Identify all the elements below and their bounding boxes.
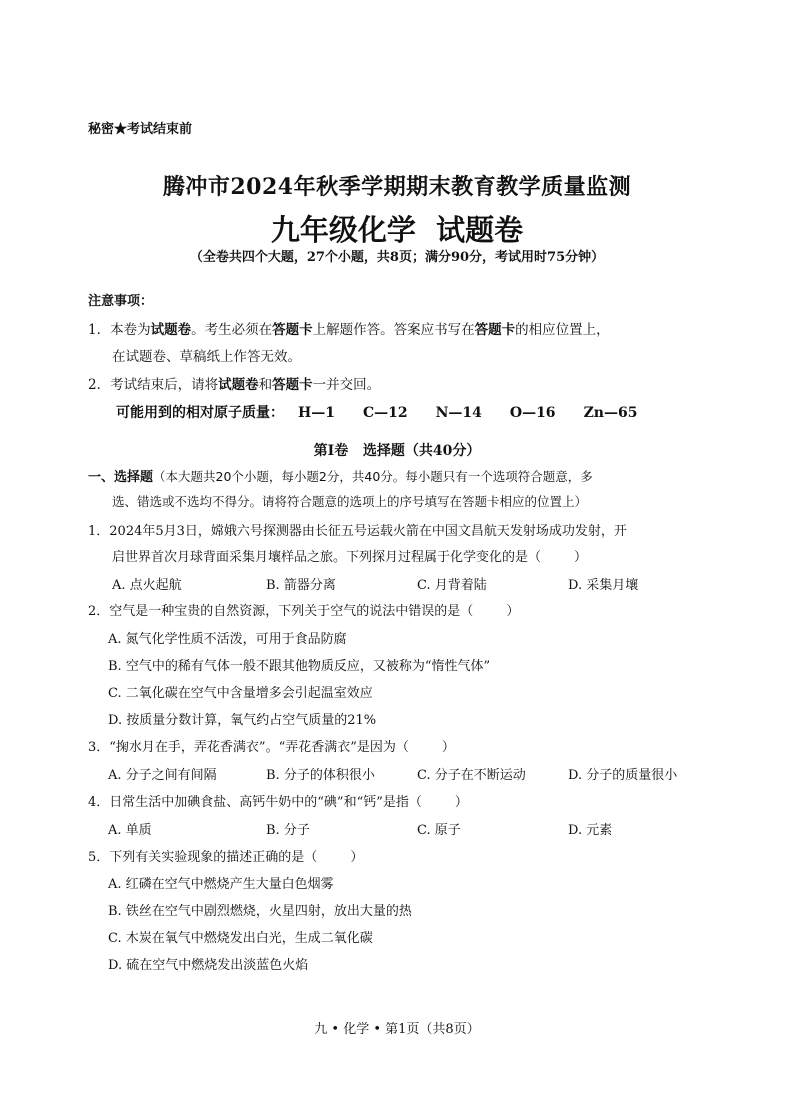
q4-stem: 4．日常生活中加碘食盐、高钙牛奶中的“碘”和“钙”是指（ ） [88,795,468,810]
q4-option-c: C. 原子 [417,823,461,838]
q5-option-d: D. 硫在空气中燃烧发出淡蓝色火焰 [108,958,309,973]
mass-c: C—12 [362,405,408,421]
notice-text: 上解题作答。答案应书写在 [312,322,475,338]
q3-option-b: B. 分子的体积很小 [266,768,375,783]
notice-item-2 [88,373,380,393]
mass-zn: Zn—65 [583,405,638,421]
q4-option-a: A. 单质 [108,823,152,838]
masses-label: 可能用到的相对原子质量： [116,405,284,421]
q2-option-a: A. 氮气化学性质不活泼，可用于食品防腐 [108,632,347,647]
section-intro [88,466,593,485]
mass-o: O—16 [509,405,556,421]
atomic-masses [116,402,665,422]
q2-option-c: C. 二氧化碳在空气中含量增多会引起温室效应 [108,686,373,701]
q2-stem: 2．空气是一种宝贵的自然资源，下列关于空气的说法中错误的是（ ） [88,604,520,619]
q3-option-a: A. 分子之间有间隔 [108,768,217,783]
q2-option-b: B. 空气中的稀有气体一般不跟其他物质反应，又被称为“惰性气体” [108,659,491,674]
notice-item-1-cont: 在试题卷、草稿纸上作答无效。 [112,349,301,365]
q5-option-b: B. 铁丝在空气中剧烈燃烧，火星四射，放出大量的热 [108,904,412,919]
mass-n: N—14 [435,405,482,421]
notice-text: 1．本卷为 [88,322,151,338]
notice-text: 2．考试结束后，请将 [88,377,219,393]
q1-option-d: D. 采集月壤 [568,578,639,593]
exam-info: （全卷共四个大题，27个小题，共8页；满分90分，考试用时75分钟） [189,250,605,265]
q3-option-c: C. 分子在不断运动 [417,768,526,783]
notice-title: 注意事项： [88,294,154,309]
notice-emphasis: 试题卷 [150,322,192,338]
q1-option-a: A. 点火起航 [112,578,182,593]
exam-title: 腾冲市2024年秋季学期期末教育教学质量监测 [162,174,632,200]
q4-option-d: D. 元素 [568,823,613,838]
paper-title: 九年级化学 试题卷 [270,213,524,247]
notice-item-1 [88,318,610,338]
q5-option-a: A. 红磷在空气中燃烧产生大量白色烟雾 [108,877,334,892]
q5-stem: 5．下列有关实验现象的描述正确的是（ ） [88,850,364,865]
q3-stem: 3．“掬水月在手，弄花香满衣”。“弄花香满衣”是因为（ ） [88,740,455,755]
section-instructions: （本大题共20个小题，每小题2分，共40分。每小题只有一个选项符合题意，多 [153,469,593,484]
notice-text: 一并交回。 [312,377,381,393]
q1-option-b: B. 箭器分离 [266,578,336,593]
notice-text: 。考生必须在 [191,322,273,338]
notice-text: 的相应位置上， [515,322,610,338]
q1-option-c: C. 月背着陆 [417,578,487,593]
notice-emphasis: 答题卡 [272,322,313,338]
notice-text: 和 [258,377,273,393]
notice-emphasis: 答题卡 [474,322,516,338]
confidential-label: 秘密★考试结束前 [88,122,193,137]
notice-emphasis: 答题卡 [272,377,313,393]
page-footer: 九 • 化学 • 第1页（共8页） [314,1022,480,1037]
section-instructions-cont: 选、错选或不选均不得分。请将符合题意的选项上的序号填写在答题卡相应的位置上） [112,494,588,509]
q2-option-d: D. 按质量分数计算，氧气约占空气质量的21% [108,713,377,728]
q3-option-d: D. 分子的质量很小 [568,768,678,783]
q1-stem: 1．2024年5月3日，嫦娥六号探测器由长征五号运载火箭在中国文昌航天发射场成功发射，开 [88,524,627,539]
mass-h: H—1 [298,405,335,421]
q5-option-c: C. 木炭在氧气中燃烧发出白光，生成二氧化碳 [108,931,373,946]
q4-option-b: B. 分子 [266,823,310,838]
section-title: 第Ⅰ卷 选择题（共40分） [313,443,481,459]
notice-emphasis: 试题卷 [218,377,259,393]
q1-stem-cont: 启世界首次月球背面采集月壤样品之旅。下列探月过程属于化学变化的是（ ） [112,550,588,565]
section-heading: 一、选择题 [88,470,154,485]
